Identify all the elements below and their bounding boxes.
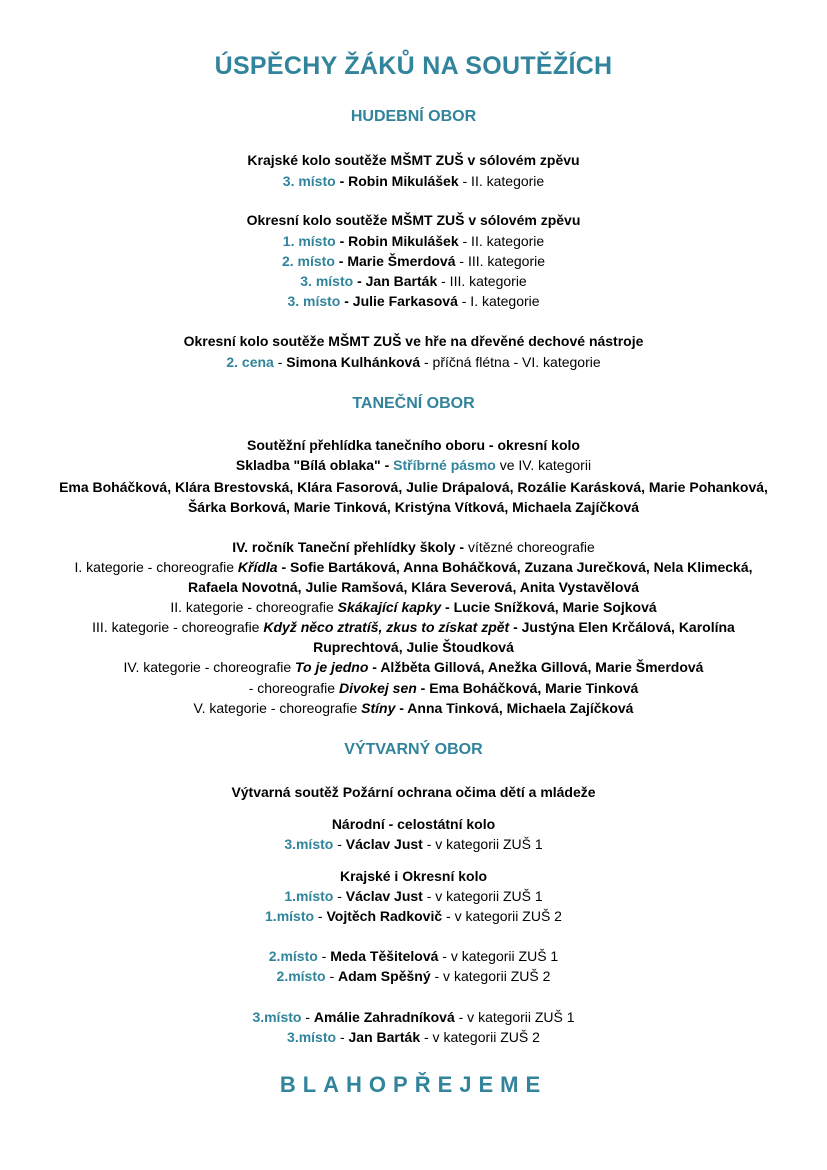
result-place: 1. místo [282,233,336,249]
result-name: Robin Mikulášek [348,233,459,249]
result-name: Amálie Zahradníková [313,1009,455,1025]
music-comp2-title: Okresní kolo soutěže MŠMT ZUŠ v sólovém zpěvu [246,212,581,228]
art-comp-title: Výtvarná soutěž Požární ochrana očima dětí a mládeže [231,784,596,800]
result-line: 2. cena - Simona Kulhánková - příčná flétna - VI. kategorie [226,354,601,370]
choreography-title: Když něco ztratíš, zkus to získat zpět [263,619,510,635]
choreography-title: Skákající kapky [337,599,442,615]
result-place: 1.místo [265,908,315,924]
result-place: 2. cena [226,354,274,370]
result-line: 3. místo - Julie Farkasová - I. kategorie [287,293,540,309]
result-name: Meda Těšitelová [330,948,439,964]
choreography-line: III. kategorie - choreografie Když něco ztratíš, zkus to získat zpět - Justýna Elen Krčálová, Karolína [92,619,735,635]
result-name: Adam Spěšný [338,968,431,984]
school-show-title: IV. ročník Taneční přehlídky školy - vítězné choreografie [232,539,595,555]
result-place: 3. místo [287,293,341,309]
result-line: 3.místo - Jan Barták - v kategorii ZUŠ 2 [287,1029,540,1045]
result-line: 2. místo - Marie Šmerdová - III. kategorie [281,253,545,269]
choreography-title: Křídla [237,559,278,575]
music-heading: HUDEBNÍ OBOR [350,108,477,125]
result-name: Robin Mikulášek [348,173,459,189]
result-line: 3.místo - Václav Just - v kategorii ZUŠ 1 [284,836,543,852]
congratulations: BLAHOPŘEJEME [279,1072,548,1097]
dance-show-names: Ema Boháčková, Klára Brestovská, Klára Fasorová, Julie Drápalová, Rozálie Karásková, Marie Pohanková, [59,479,768,495]
result-line: 3. místo - Robin Mikulášek - II. kategorie [282,173,545,189]
result-place: 3.místo [287,1029,337,1045]
choreography-title: To je jedno [295,659,369,675]
result-name: Václav Just [345,888,423,904]
result-name: Jan Barták [348,1029,421,1045]
choreography-line: I. kategorie - choreografie Křídla - Sofie Bartáková, Anna Boháčková, Zuzana Jurečková, Nela Klimecká, [74,559,753,575]
music-comp1-title: Krajské kolo soutěže MŠMT ZUŠ v sólovém zpěvu [247,152,580,168]
choreography-title: Stíny [361,700,396,716]
dance-heading: TANEČNÍ OBOR [352,395,475,412]
choreography-title: Divokej sen [338,680,417,696]
result-place: 3. místo [282,173,336,189]
result-place: 2.místo [276,968,326,984]
art-regional-title: Krajské i Okresní kolo [339,868,488,884]
choreography-line: II. kategorie - choreografie Skákající kapky - Lucie Snížková, Marie Sojková [170,599,657,615]
choreography-names: Rafaela Novotná, Julie Ramšová, Klára Severová, Anita Vystavělová [187,579,640,595]
result-place: 2.místo [268,948,318,964]
art-heading: VÝTVARNÝ OBOR [344,741,483,758]
result-name: Václav Just [345,836,423,852]
result-name: Marie Šmerdová [347,253,456,269]
result-name: Julie Farkasová [352,293,458,309]
result-place: 1.místo [284,888,334,904]
result-name: Vojtěch Radkovič [326,908,443,924]
music-comp3-title: Okresní kolo soutěže MŠMT ZUŠ ve hře na dřevěné dechové nástroje [183,333,644,349]
dance-show-piece: Skladba "Bílá oblaka" - Stříbrné pásmo ve IV. kategorii [235,457,592,473]
choreography-line: IV. kategorie - choreografie To je jedno - Alžběta Gillová, Anežka Gillová, Marie Šmerdová [123,659,704,675]
result-name: Jan Barták [365,273,438,289]
result-line: 1.místo - Vojtěch Radkovič - v kategorii ZUŠ 2 [265,908,562,924]
result-place: 3.místo [252,1009,302,1025]
choreography-line: V. kategorie - choreografie Stíny - Anna Tinková, Michaela Zajíčková [193,700,634,716]
result-place: 2. místo [281,253,335,269]
result-place: 3. místo [300,273,354,289]
art-national-title: Národní - celostátní kolo [331,816,496,832]
result-name: Simona Kulhánková [286,354,421,370]
choreography-names: Ruprechtová, Julie Štoudková [313,639,514,655]
result-line: 3.místo - Amálie Zahradníková - v kategorii ZUŠ 1 [252,1009,575,1025]
award-band: Stříbrné pásmo [393,457,496,473]
result-line: 2.místo - Meda Těšitelová - v kategorii ZUŠ 1 [268,948,559,964]
result-line: 1. místo - Robin Mikulášek - II. kategorie [282,233,545,249]
page-title: ÚSPĚCHY ŽÁKŮ NA SOUTĚŽÍCH [214,52,613,80]
result-place: 3.místo [284,836,334,852]
choreography-line: - choreografie Divokej sen - Ema Boháčková, Marie Tinková [248,680,639,696]
dance-show-title: Soutěžní přehlídka tanečního oboru - okresní kolo [247,437,580,453]
result-line: 3. místo - Jan Barták - III. kategorie [300,273,527,289]
result-line: 2.místo - Adam Spěšný - v kategorii ZUŠ 2 [276,968,551,984]
result-line: 1.místo - Václav Just - v kategorii ZUŠ 1 [284,888,543,904]
dance-show-names: Šárka Borková, Marie Tinková, Kristýna Vítková, Michaela Zajíčková [187,499,640,515]
